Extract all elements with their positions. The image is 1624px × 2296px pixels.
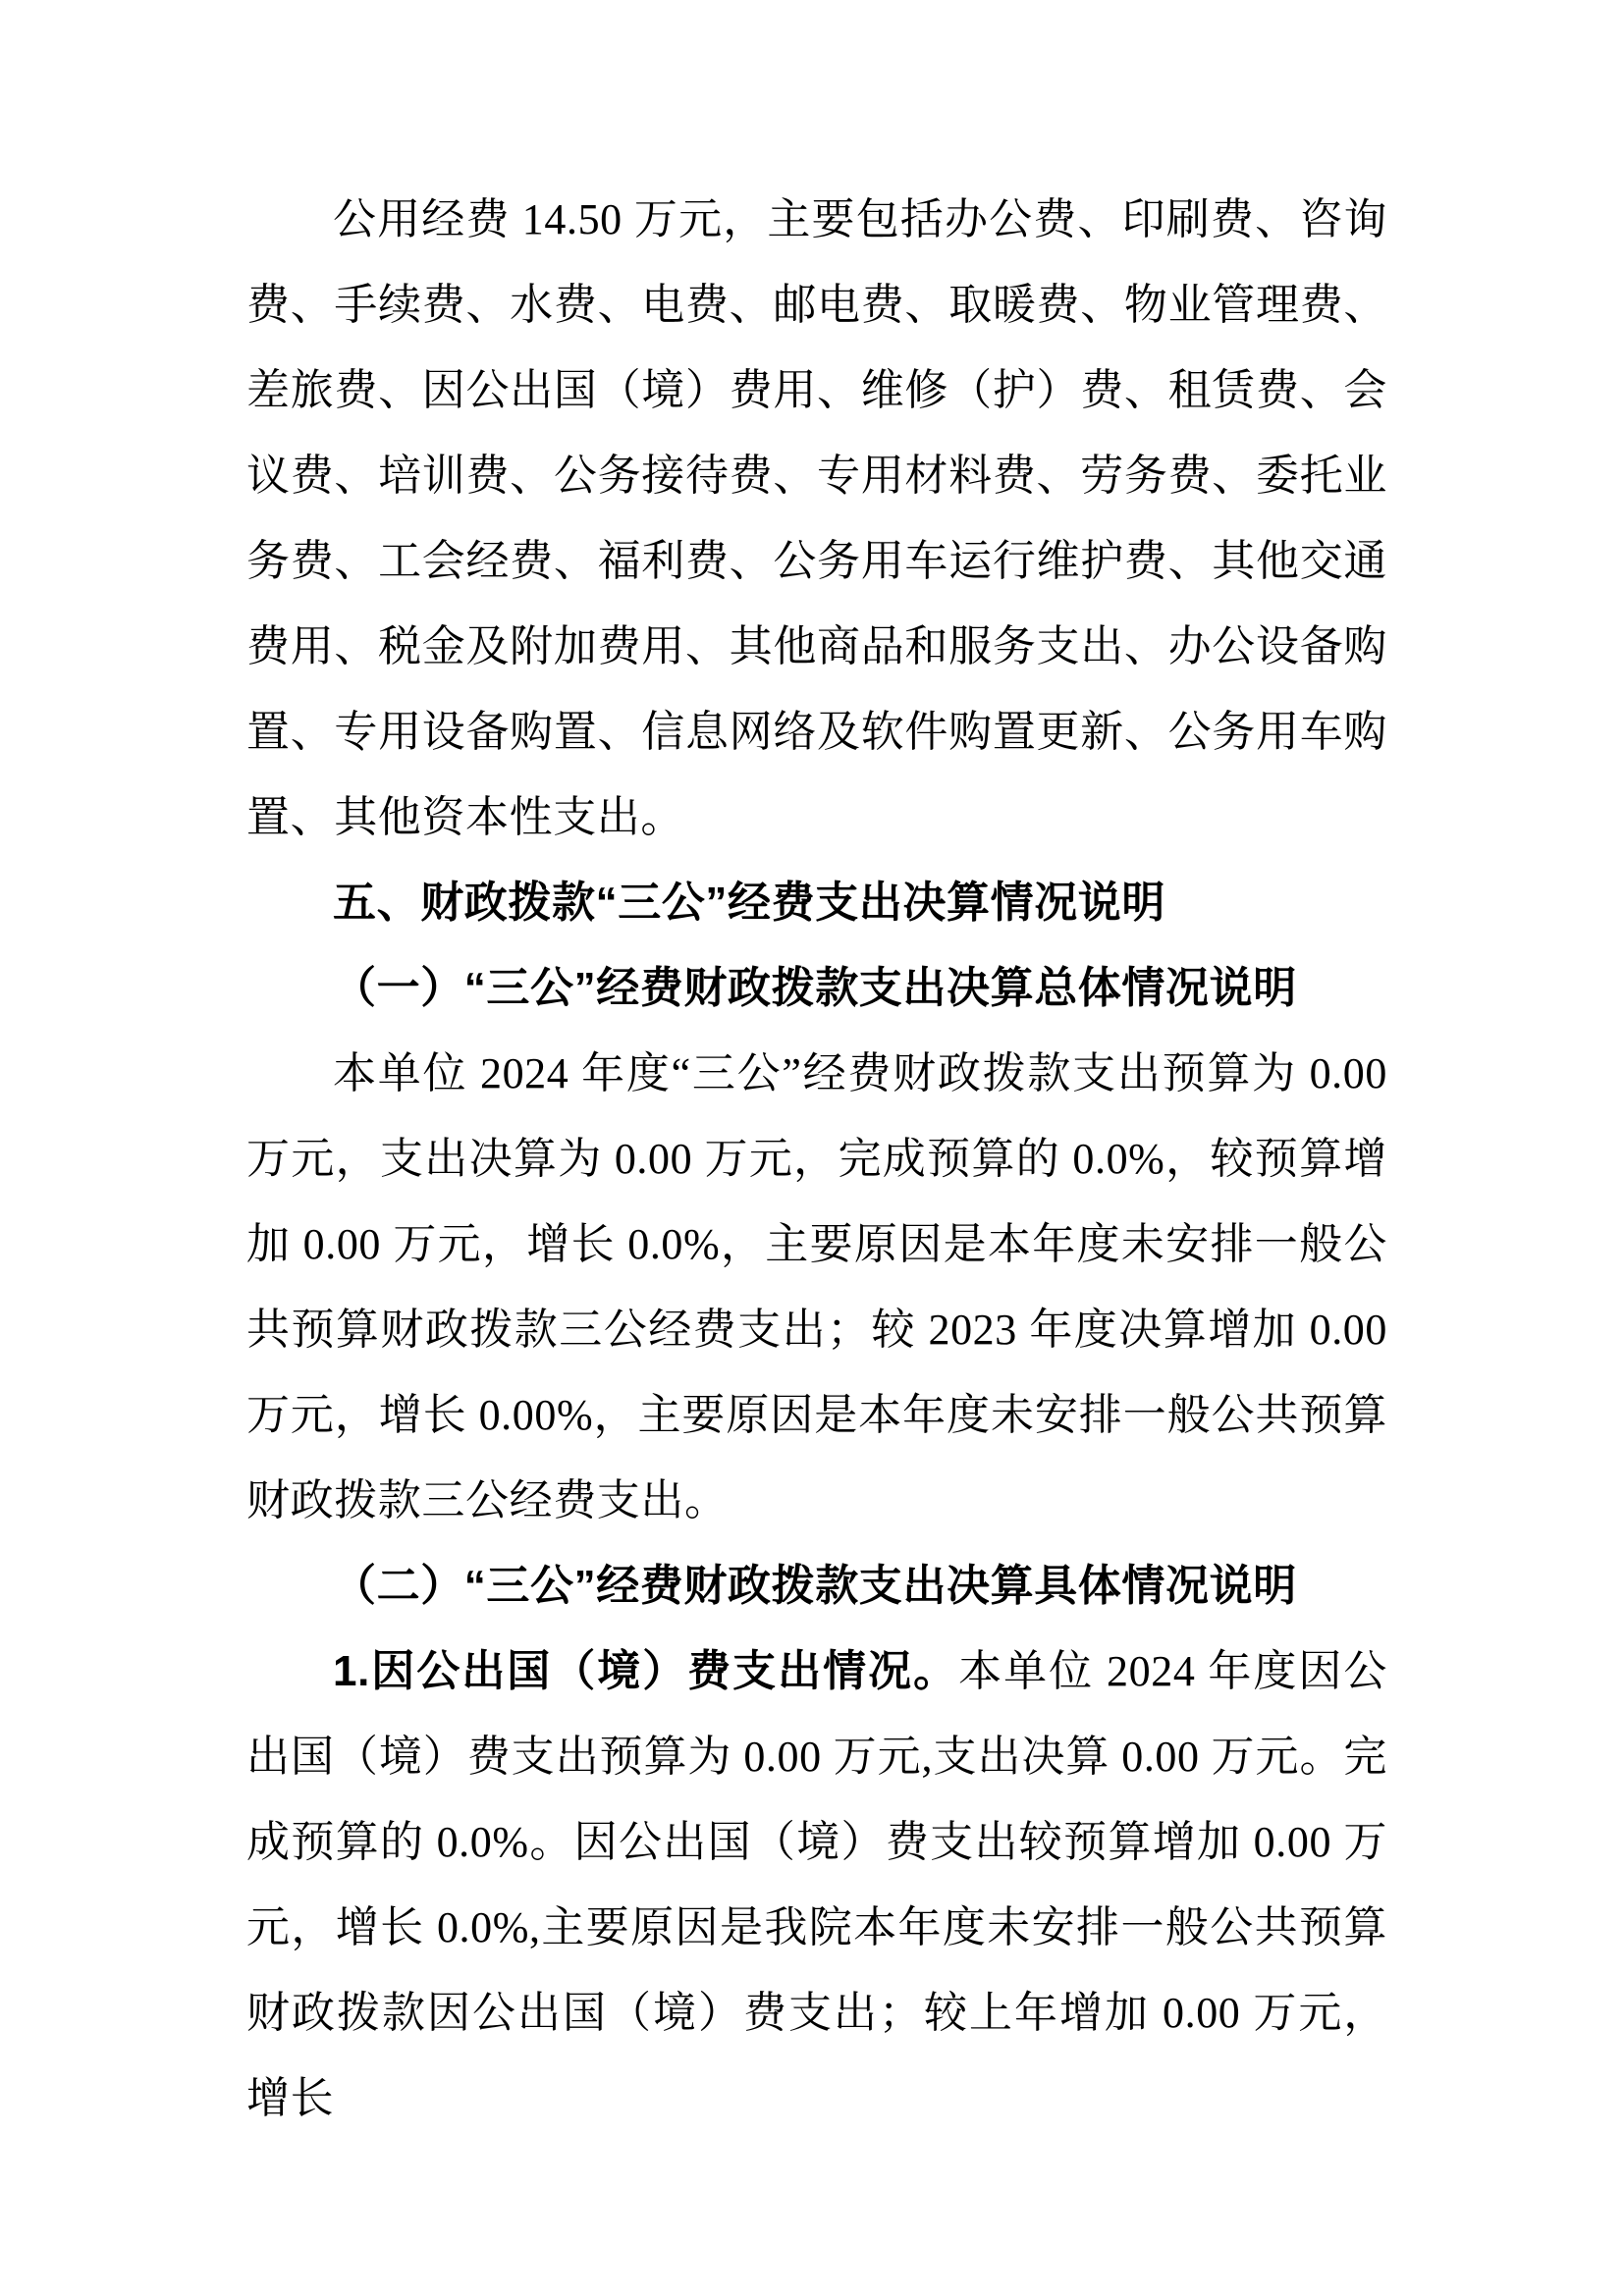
- heading-subsection-one-overall-situation: （一）“三公”经费财政拨款支出决算总体情况说明: [333, 964, 1297, 1012]
- heading-subsection-two-specific-situation: （二）“三公”经费财政拨款支出决算具体情况说明: [333, 1562, 1297, 1610]
- paragraph-overall-situation: 本单位 2024 年度“三公”经费财政拨款支出预算为 0.00 万元，支出决算为 0.00 万元，完成预算的 0.0%，较预算增加 0.00 万元，增长 0.0%，主要原因是本年度未安排一般公共预算财政拨款三公经费支出；较 2023 年度决算增加 0.00 万元，增长 0.00%，主要原因是本年度未安排一般公共预算财政拨款三公经费支出。: [246, 1049, 1387, 1524]
- paragraph-public-funds-breakdown: 公用经费 14.50 万元，主要包括办公费、印刷费、咨询费、手续费、水费、电费、邮电费、取暖费、物业管理费、差旅费、因公出国（境）费用、维修（护）费、租赁费、会议费、培训费、公务接待费、专用材料费、劳务费、委托业务费、工会经费、福利费、公务用车运行维护费、其他交通费用、税金及附加费用、其他商品和服务支出、办公设备购置、专用设备购置、信息网络及软件购置更新、公务用车购置、其他资本性支出。: [246, 195, 1387, 841]
- paragraph-abroad-expense: [246, 1629, 1387, 2141]
- abroad-expense-body-text: 本单位 2024 年度因公出国（境）费支出预算为 0.00 万元,支出决算 0.00 万元。完成预算的 0.0%。因公出国（境）费支出较预算增加 0.00 万元，增长 0.0%,主要原因是我院本年度未安排一般公共预算财政拨款因公出国（境）费支出；较上年增加 0.00 万元，增长: [246, 1647, 1387, 2122]
- abroad-expense-lead-title: 1.因公出国（境）费支出情况。: [333, 1647, 959, 1695]
- heading-section-five-three-public-expenses: 五、财政拨款“三公”经费支出决算情况说明: [333, 879, 1165, 927]
